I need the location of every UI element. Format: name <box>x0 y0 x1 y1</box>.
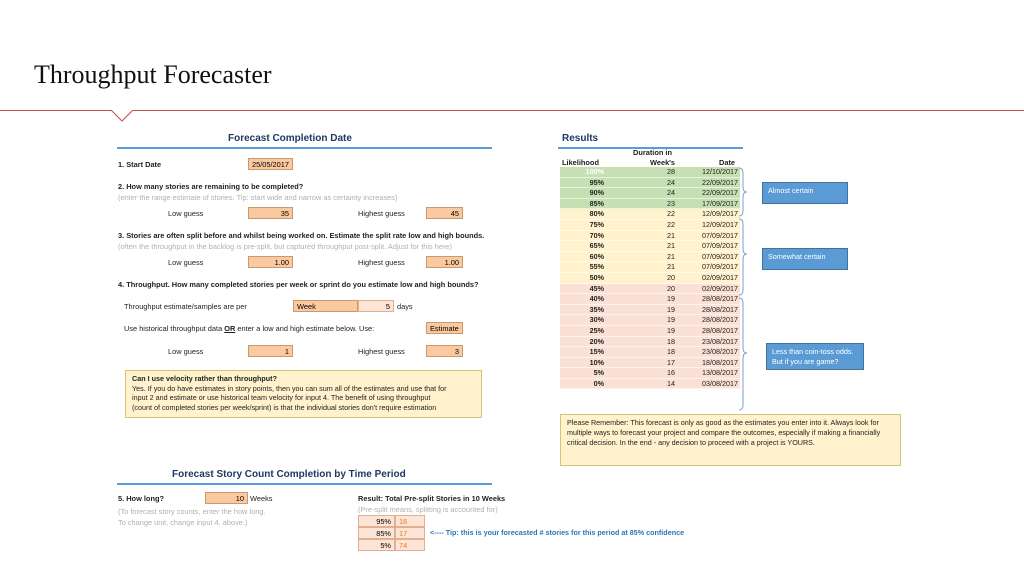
results-row: 85% 23 17/09/2017 <box>560 199 740 210</box>
results-row: 15% 18 23/08/2017 <box>560 347 740 358</box>
results-row: 35% 19 28/08/2017 <box>560 305 740 316</box>
q3-hint: (often the throughput in the backlog is pre-split, but captured throughput post-split. Adjust for this here) <box>118 242 453 251</box>
story-count-pct: 5% <box>358 539 395 551</box>
days-per-unit-input[interactable]: 5 <box>358 300 394 312</box>
completion-header: Forecast Completion Date <box>228 133 352 144</box>
q3-high-label: Highest guess <box>358 258 405 267</box>
somewhat-certain-label: Somewhat certain <box>762 248 848 270</box>
slide-title: Throughput Forecaster <box>34 60 272 89</box>
results-table <box>560 167 740 389</box>
q1-label: 1. Start Date <box>118 160 162 169</box>
q4-per-label: Throughput estimate/samples are per <box>124 302 247 311</box>
throughput-high-input[interactable]: 3 <box>426 345 463 357</box>
split-low-input[interactable]: 1.00 <box>248 256 293 268</box>
col-duration-l1: Duration in <box>633 148 673 157</box>
throughput-unit-select[interactable]: Week <box>293 300 358 312</box>
q4-days-label: days <box>397 302 413 311</box>
title-rule-notch <box>111 110 133 124</box>
results-row: 95% 24 22/09/2017 <box>560 178 740 189</box>
q3-low-label: Low guess <box>168 258 204 267</box>
results-header: Results <box>562 133 599 144</box>
q4-label: 4. Throughput. How many completed stories per week or sprint do you estimate low and high bounds? <box>118 280 479 289</box>
col-duration-l2: Week's <box>650 158 676 167</box>
results-row: 75% 22 12/09/2017 <box>560 220 740 231</box>
results-row: 65% 21 07/09/2017 <box>560 241 740 252</box>
story-count-value: 74 <box>395 539 425 551</box>
story-count-value: 17 <box>395 527 425 539</box>
split-high-input[interactable]: 1.00 <box>426 256 463 268</box>
results-row: 40% 19 28/08/2017 <box>560 294 740 305</box>
q5-hint-line: (To forecast story counts, enter the how long. <box>118 507 266 516</box>
results-row: 30% 19 28/08/2017 <box>560 315 740 326</box>
q4-use-label: Use historical throughput data OR enter a low and high estimate below. Use: <box>124 324 375 333</box>
results-row: 80% 22 12/09/2017 <box>560 209 740 220</box>
q4-low-label: Low guess <box>168 347 204 356</box>
q5-hint-line: To change unit, change input 4. above.) <box>118 518 248 527</box>
story-count-header-line <box>117 483 492 485</box>
velocity-tip-question: Can I use velocity rather than throughput? <box>132 374 277 383</box>
results-row: 50% 20 02/09/2017 <box>560 273 740 284</box>
stories-high-input[interactable]: 45 <box>426 207 463 219</box>
start-date-input[interactable]: 25/05/2017 <box>248 158 293 170</box>
results-row: 55% 21 07/09/2017 <box>560 262 740 273</box>
q5-label: 5. How long? <box>118 494 164 503</box>
col-date: Date <box>719 158 736 167</box>
story-count-result-hint: (Pre-split means, splitting is accounted for) <box>358 505 498 514</box>
results-row: 60% 21 07/09/2017 <box>560 252 740 263</box>
results-row: 90% 24 22/09/2017 <box>560 188 740 199</box>
title-rule <box>0 110 1024 111</box>
q2-low-label: Low guess <box>168 209 204 218</box>
results-row: 10% 17 18/08/2017 <box>560 358 740 369</box>
story-count-pct: 85% <box>358 527 395 539</box>
results-row: 25% 19 28/08/2017 <box>560 326 740 337</box>
velocity-tip-line: (count of completed stories per week/sprint) is that the individual stories don't require estimation <box>132 402 437 412</box>
results-row: 5% 16 13/08/2017 <box>560 368 740 379</box>
velocity-tip-line: input 2 and estimate or use historical team velocity for input 4. The benefit of using throughput <box>132 393 431 402</box>
col-likelihood: Likelihood <box>562 158 599 167</box>
throughput-low-input[interactable]: 1 <box>248 345 293 357</box>
results-row: 20% 18 23/08/2017 <box>560 337 740 348</box>
story-count-pct: 95% <box>358 515 395 527</box>
results-row: 45% 20 02/09/2017 <box>560 284 740 295</box>
throughput-source-select[interactable]: Estimate <box>426 322 463 334</box>
q2-high-label: Highest guess <box>358 209 405 218</box>
velocity-tip-line: Yes. If you do have estimates in story points, then you can sum all of the estimates and use that for <box>132 383 447 393</box>
results-row: 0% 14 03/08/2017 <box>560 379 740 390</box>
velocity-tip-box <box>125 370 482 418</box>
almost-certain-label: Almost certain <box>762 182 848 204</box>
q3-label: 3. Stories are often split before and whilst being worked on. Estimate the split rate low and high bounds. <box>118 231 485 240</box>
q2-label: 2. How many stories are remaining to be completed? <box>118 182 304 191</box>
q2-hint: (enter the range estimate of stories. Tip: start wide and narrow as certainty increases) <box>118 193 398 202</box>
completion-header-line <box>117 147 492 149</box>
results-row: 70% 21 07/09/2017 <box>560 231 740 242</box>
story-count-header: Forecast Story Count Completion by Time Period <box>172 469 406 480</box>
coin-toss-label: Less than coin-toss odds. But if you are game? <box>766 343 864 370</box>
forecast-disclaimer: Please Remember: This forecast is only as good as the estimates you enter into it. Always look for multiple ways to forecast your project and compare the outcomes, especially if making a financially critical decision. In the end - any decision to proceed with a project is YOURS. <box>560 414 901 466</box>
period-length-input[interactable]: 10 <box>205 492 248 504</box>
story-count-tip: <---- Tip: this is your forecasted # stories for this period at 85% confidence <box>430 528 685 537</box>
stories-low-input[interactable]: 35 <box>248 207 293 219</box>
story-count-value: 16 <box>395 515 425 527</box>
results-row: 100% 28 12/10/2017 <box>560 167 740 178</box>
q4-high-label: Highest guess <box>358 347 405 356</box>
q5-unit: Weeks <box>250 494 273 503</box>
story-count-result-label: Result: Total Pre-split Stories in 10 Weeks <box>358 494 506 503</box>
likelihood-braces <box>738 165 750 415</box>
